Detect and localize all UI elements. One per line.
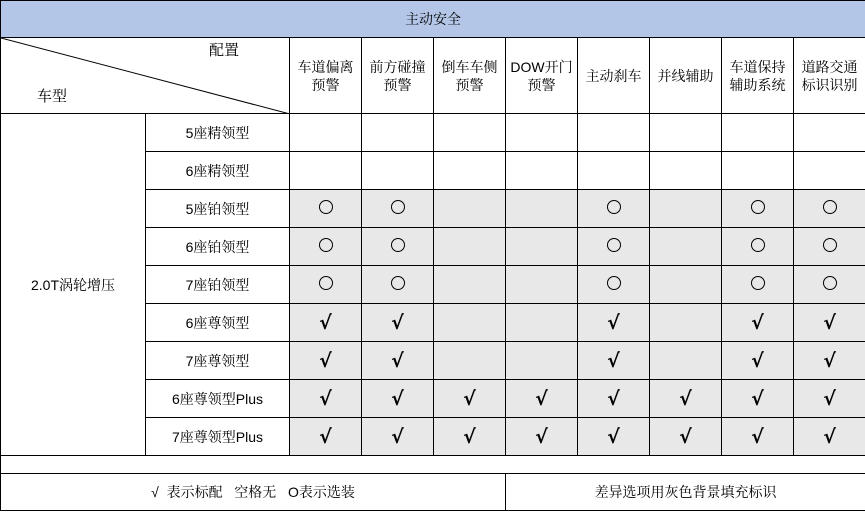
standard-check-icon: √ <box>319 425 332 448</box>
feature-cell <box>290 418 362 456</box>
feature-header-line2: 预警 <box>383 76 412 93</box>
standard-check-icon: √ <box>391 349 404 372</box>
feature-cell <box>506 418 578 456</box>
standard-check-icon: √ <box>607 425 620 448</box>
feature-header-line2: 标识识别 <box>801 76 858 93</box>
optional-circle-icon <box>751 238 765 252</box>
optional-circle-icon <box>319 276 333 290</box>
feature-cell <box>578 380 650 418</box>
feature-cell <box>362 152 434 190</box>
standard-check-icon: √ <box>607 349 620 372</box>
standard-check-icon: √ <box>751 387 764 410</box>
trim-name: 6座铂领型 <box>146 228 290 266</box>
feature-cell <box>578 228 650 266</box>
feature-cell <box>794 190 865 228</box>
feature-cell <box>650 342 722 380</box>
standard-check-icon: √ <box>391 425 404 448</box>
engine-cell: 2.0T涡轮增压 <box>1 114 146 456</box>
standard-check-icon: √ <box>823 349 836 372</box>
feature-cell <box>722 228 794 266</box>
feature-cell <box>290 380 362 418</box>
feature-cell <box>290 266 362 304</box>
feature-cell <box>506 304 578 342</box>
feature-cell <box>722 152 794 190</box>
feature-header-line2: 预警 <box>455 76 484 93</box>
trim-name: 6座精领型 <box>146 152 290 190</box>
feature-cell <box>290 342 362 380</box>
trim-name: 6座尊领型 <box>146 304 290 342</box>
feature-cell <box>290 152 362 190</box>
optional-circle-icon <box>319 238 333 252</box>
standard-check-icon: √ <box>607 311 620 334</box>
feature-cell <box>578 304 650 342</box>
spacer-row <box>1 456 865 474</box>
feature-cell <box>506 152 578 190</box>
feature-cell <box>362 304 434 342</box>
feature-cell <box>650 114 722 152</box>
model-label: 车型 <box>37 88 68 105</box>
feature-cell <box>722 114 794 152</box>
optional-circle-icon <box>607 238 621 252</box>
feature-cell <box>794 114 865 152</box>
feature-cell <box>650 190 722 228</box>
feature-cell <box>722 304 794 342</box>
feature-cell <box>794 380 865 418</box>
feature-header-line1: 倒车车侧 <box>441 58 498 75</box>
standard-check-icon: √ <box>751 311 764 334</box>
standard-check-icon: √ <box>391 311 404 334</box>
feature-cell <box>794 342 865 380</box>
optional-circle-icon <box>823 238 837 252</box>
standard-check-icon: √ <box>751 425 764 448</box>
feature-header-line1: 前方碰撞 <box>369 58 426 75</box>
optional-circle-icon <box>319 200 333 214</box>
legend-gray-note: 差异选项用灰色背景填充标识 <box>506 474 865 511</box>
table-row <box>1 114 865 152</box>
feature-cell <box>506 266 578 304</box>
feature-cell <box>650 152 722 190</box>
feature-header-line1: 主动刹车 <box>585 67 642 84</box>
standard-check-icon: √ <box>319 311 332 334</box>
feature-cell <box>290 190 362 228</box>
corner-header <box>1 38 290 114</box>
feature-header-line1: 车道偏离 <box>297 58 354 75</box>
feature-cell <box>434 304 506 342</box>
feature-cell <box>434 152 506 190</box>
feature-cell <box>722 266 794 304</box>
feature-cell <box>506 190 578 228</box>
feature-cell <box>578 342 650 380</box>
feature-cell <box>506 342 578 380</box>
trim-name: 5座铂领型 <box>146 190 290 228</box>
feature-cell <box>650 228 722 266</box>
feature-cell <box>290 228 362 266</box>
feature-cell <box>794 228 865 266</box>
feature-cell <box>290 114 362 152</box>
feature-cell <box>434 342 506 380</box>
standard-check-icon: √ <box>319 349 332 372</box>
feature-cell <box>362 380 434 418</box>
feature-cell <box>650 304 722 342</box>
feature-cell <box>794 266 865 304</box>
feature-cell <box>650 418 722 456</box>
feature-header-line1: 道路交通 <box>801 58 858 75</box>
trim-name: 7座铂领型 <box>146 266 290 304</box>
standard-check-icon: √ <box>535 425 548 448</box>
feature-header-line2: 预警 <box>311 76 340 93</box>
feature-cell <box>434 190 506 228</box>
optional-circle-icon <box>607 276 621 290</box>
feature-cell <box>578 418 650 456</box>
feature-header <box>362 38 434 114</box>
standard-check-icon: √ <box>391 387 404 410</box>
feature-cell <box>722 418 794 456</box>
feature-cell <box>434 266 506 304</box>
feature-cell <box>362 190 434 228</box>
feature-cell <box>578 190 650 228</box>
standard-check-icon: √ <box>463 425 476 448</box>
spacer-cell <box>1 456 865 474</box>
standard-check-icon: √ <box>319 387 332 410</box>
trim-name: 6座尊领型Plus <box>146 380 290 418</box>
legend-symbols: √ 表示标配 空格无 O表示选装 <box>1 474 506 511</box>
feature-cell <box>362 342 434 380</box>
standard-check-icon: √ <box>607 387 620 410</box>
feature-cell <box>362 228 434 266</box>
feature-cell <box>434 380 506 418</box>
feature-cell <box>794 304 865 342</box>
feature-cell <box>650 266 722 304</box>
standard-check-icon: √ <box>535 387 548 410</box>
feature-header <box>434 38 506 114</box>
feature-header <box>722 38 794 114</box>
feature-cell <box>290 304 362 342</box>
optional-circle-icon <box>391 276 405 290</box>
feature-cell <box>578 152 650 190</box>
feature-cell <box>578 114 650 152</box>
table-title: 主动安全 <box>1 1 865 38</box>
feature-cell <box>506 380 578 418</box>
feature-cell <box>362 114 434 152</box>
feature-cell <box>722 190 794 228</box>
optional-circle-icon <box>823 200 837 214</box>
trim-name: 5座精领型 <box>146 114 290 152</box>
feature-cell <box>362 266 434 304</box>
optional-circle-icon <box>751 276 765 290</box>
feature-header-line1: 并线辅助 <box>657 67 714 84</box>
legend-row <box>1 474 865 511</box>
feature-header <box>578 38 650 114</box>
feature-cell <box>794 152 865 190</box>
trim-name: 7座尊领型 <box>146 342 290 380</box>
feature-cell <box>434 114 506 152</box>
feature-cell <box>650 380 722 418</box>
config-label: 配置 <box>209 42 240 59</box>
feature-cell <box>722 380 794 418</box>
standard-check-icon: √ <box>463 387 476 410</box>
feature-cell <box>434 418 506 456</box>
feature-header <box>794 38 865 114</box>
standard-check-icon: √ <box>679 387 692 410</box>
feature-header-line1: DOW开门 <box>510 58 573 75</box>
feature-header-line2: 辅助系统 <box>729 76 786 93</box>
optional-circle-icon <box>823 276 837 290</box>
feature-cell <box>578 266 650 304</box>
optional-circle-icon <box>391 200 405 214</box>
feature-header-line2: 预警 <box>527 76 556 93</box>
standard-check-icon: √ <box>823 425 836 448</box>
trim-name: 7座尊领型Plus <box>146 418 290 456</box>
feature-cell <box>722 342 794 380</box>
feature-cell <box>506 228 578 266</box>
feature-header <box>290 38 362 114</box>
feature-header <box>506 38 578 114</box>
feature-cell <box>506 114 578 152</box>
standard-check-icon: √ <box>751 349 764 372</box>
standard-check-icon: √ <box>823 387 836 410</box>
standard-check-icon: √ <box>679 425 692 448</box>
feature-header-line1: 车道保持 <box>729 58 786 75</box>
optional-circle-icon <box>607 200 621 214</box>
optional-circle-icon <box>751 200 765 214</box>
feature-cell <box>794 418 865 456</box>
standard-check-icon: √ <box>823 311 836 334</box>
feature-cell <box>434 228 506 266</box>
feature-header <box>650 38 722 114</box>
feature-cell <box>362 418 434 456</box>
optional-circle-icon <box>391 238 405 252</box>
